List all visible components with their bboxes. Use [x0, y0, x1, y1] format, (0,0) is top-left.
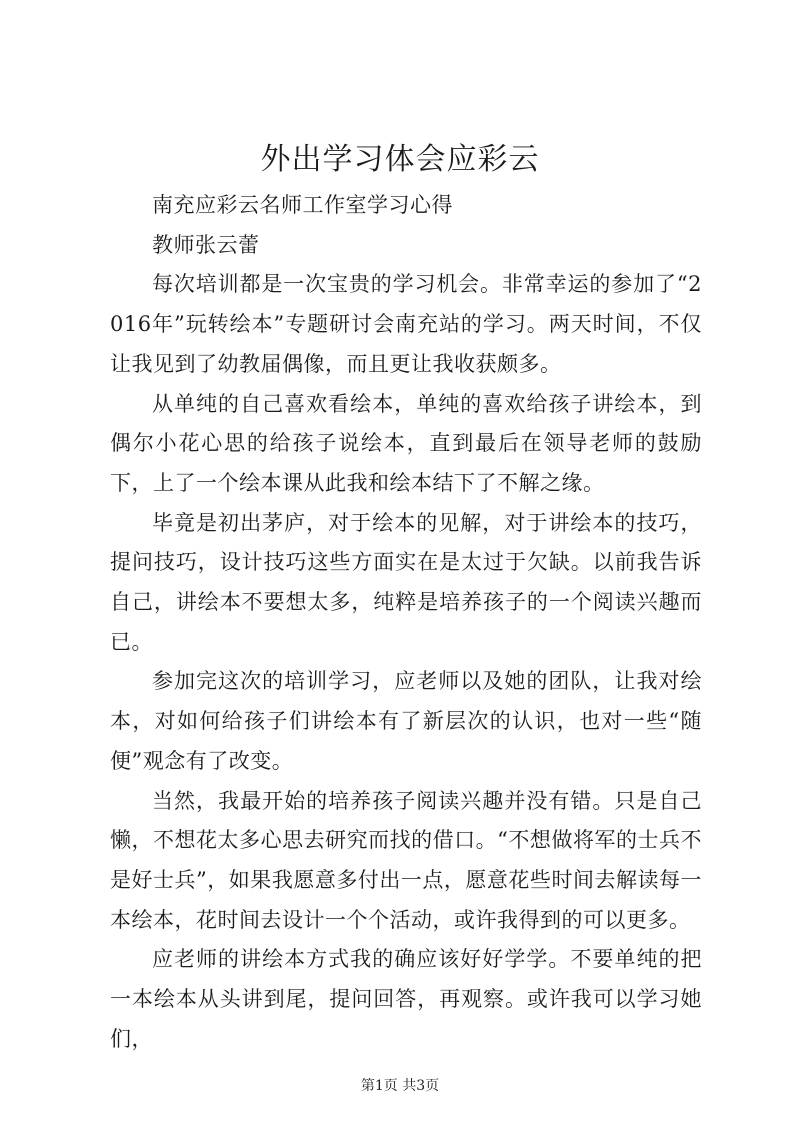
body-paragraph: 毕竟是初出茅庐，对于绘本的见解，对于讲绘本的技巧，提问技巧，设计技巧这些方面实在是太过于欠缺。以前我告诉自己，讲绘本不要想太多，纯粹是培养孩子的一个阅读兴趣而已。	[110, 510, 702, 654]
page-number-footer: 第1页 共3页	[360, 1078, 440, 1094]
document-body	[110, 186, 702, 1059]
document-title: 外出学习体会应彩云	[260, 142, 540, 177]
subtitle-line: 南充应彩云名师工作室学习心得	[152, 193, 453, 217]
body-paragraph: 参加完这次的培训学习，应老师以及她的团队，让我对绘本，对如何给孩子们讲绘本有了新层次的认识，也对一些“随便”观念有了改变。	[110, 669, 702, 773]
author-line: 教师张云蕾	[152, 232, 260, 257]
body-paragraph: 每次培训都是一次宝贵的学习机会。非常幸运的参加了“2016年”玩转绘本”专题研讨会南充站的学习。两天时间，不仅让我见到了幼教届偶像，而且更让我收获颇多。	[110, 272, 702, 376]
body-paragraph: 从单纯的自己喜欢看绘本，单纯的喜欢给孩子讲绘本，到偶尔小花心思的给孩子说绘本，直到最后在领导老师的鼓励下，上了一个绘本课从此我和绘本结下了不解之缘。	[110, 391, 702, 495]
body-paragraph: 应老师的讲绘本方式我的确应该好好学学。不要单纯的把一本绘本从头讲到尾，提问回答，再观察。或许我可以学习她们，	[110, 947, 702, 1051]
body-paragraph: 当然，我最开始的培养孩子阅读兴趣并没有错。只是自己懒，不想花太多心思去研究而找的借口。“不想做将军的士兵不是好士兵”，如果我愿意多付出一点，愿意花些时间去解读每一本绘本，花时间去设计一个个活动，或许我得到的可以更多。	[110, 788, 702, 932]
